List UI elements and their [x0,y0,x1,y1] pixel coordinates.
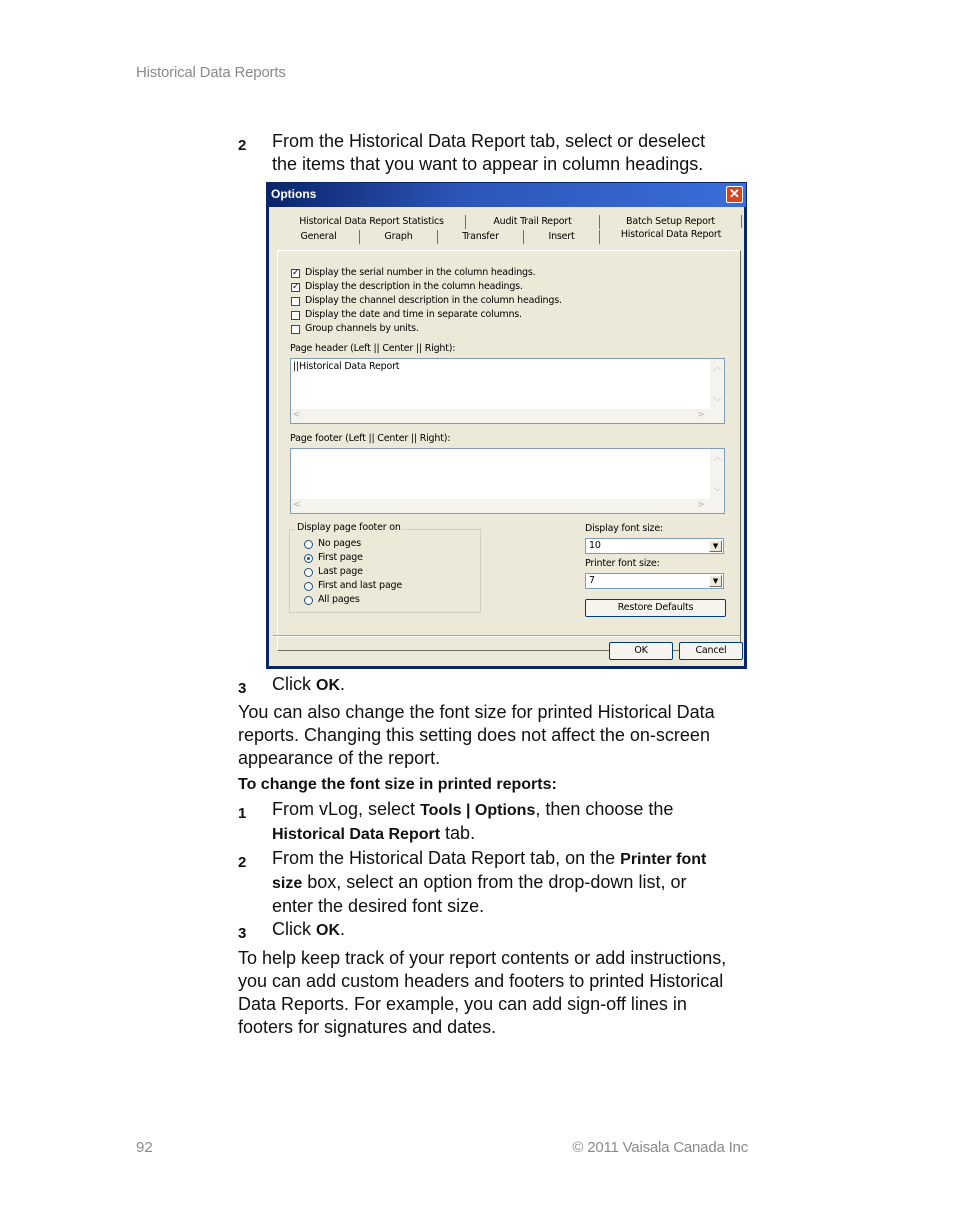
step-text-span: tab. [440,823,476,843]
tab-general[interactable]: General [278,230,360,244]
tab-transfer[interactable]: Transfer [438,230,524,244]
paragraph-line: reports. Changing this setting does not affect the on-screen [238,725,710,745]
tab-historical-data-report-statistics[interactable]: Historical Data Report Statistics [278,215,466,229]
radio-first-page[interactable] [304,554,313,563]
tab-batch-setup-report[interactable]: Batch Setup Report [600,215,742,229]
radio-no-pages[interactable] [304,540,313,549]
step-number: 2 [238,137,247,154]
checkbox-label: Display the serial number in the column headings. [305,267,536,278]
radio-all-pages[interactable] [304,596,313,605]
radio-label: Last page [318,566,363,577]
chevron-down-icon[interactable]: ▼ [709,575,722,587]
field-reference: size [272,875,303,892]
chevron-down-icon[interactable]: ▼ [709,540,722,552]
radio-first-and-last-page[interactable] [304,582,313,591]
checkbox-label: Display the date and time in separate columns. [305,309,522,320]
step-text-span: box, select an option from the drop-down list, or [302,872,687,892]
running-header: Historical Data Reports [136,64,286,81]
cancel-button[interactable]: Cancel [679,642,743,660]
scroll-left-icon[interactable]: < [293,500,301,510]
scroll-down-icon[interactable]: ﹀ [713,398,722,408]
ok-reference: OK [316,677,340,694]
scroll-left-icon[interactable]: < [293,410,301,420]
tab-insert[interactable]: Insert [524,230,600,244]
page-footer-textarea[interactable] [290,448,725,514]
vertical-scrollbar[interactable] [710,449,724,499]
step-text-span: . [340,674,346,694]
step-text-span: , then choose the [535,799,674,819]
restore-defaults-button[interactable]: Restore Defaults [585,599,726,617]
step-text [272,130,705,176]
dialog-titlebar [267,183,746,207]
paragraph-line: To help keep track of your report contents or add instructions, [238,948,727,968]
date-time-separate-checkbox[interactable] [291,311,300,320]
serial-number-checkbox[interactable]: ✓ [292,268,300,278]
step-number: 1 [238,805,247,822]
paragraph [238,947,726,1039]
step-text [272,798,673,846]
tab-graph[interactable]: Graph [360,230,438,244]
radio-label: First and last page [318,580,402,591]
paragraph-line: You can also change the font size for printed Historical Data [238,702,715,722]
copyright-notice: © 2011 Vaisala Canada Inc [572,1139,748,1156]
checkbox-label: Group channels by units. [305,323,419,334]
step-text-span: Click [272,674,316,694]
page-footer-label: Page footer (Left || Center || Right): [290,433,451,444]
ok-reference: OK [316,922,340,939]
divider [273,635,740,637]
scroll-down-icon[interactable]: ﹀ [713,488,722,498]
step-text-line: enter the desired font size. [272,896,485,916]
printer-font-size-value: 7 [589,575,595,586]
page-header-value: ||Historical Data Report [293,361,400,372]
printer-font-size-label: Printer font size: [585,558,660,569]
step-text-span: Click [272,919,316,939]
description-checkbox[interactable]: ✓ [292,282,300,292]
checkbox-label: Display the channel description in the column headings. [305,295,562,306]
paragraph-line: appearance of the report. [238,748,441,768]
display-font-size-select[interactable] [585,538,724,554]
paragraph-line: Data Reports. For example, you can add sign-off lines in [238,994,687,1014]
footer-group-label: Display page footer on [297,522,401,533]
step-number: 3 [238,925,247,942]
paragraph-line: you can add custom headers and footers to printed Historical [238,971,724,991]
step-text-span: From vLog, select [272,799,421,819]
tab-audit-trail-report[interactable]: Audit Trail Report [466,215,600,229]
group-by-units-checkbox[interactable] [291,325,300,334]
radio-last-page[interactable] [304,568,313,577]
radio-label: All pages [318,594,360,605]
tab-historical-data-report[interactable]: Historical Data Report [600,228,742,244]
horizontal-scrollbar[interactable] [291,409,724,423]
step-text-span: From the Historical Data Report tab, on the [272,848,621,868]
tab-reference: Historical Data Report [272,826,441,843]
close-icon[interactable]: ✕ [726,186,743,203]
menu-path-reference: Tools | Options [420,802,536,819]
page-number: 92 [136,1139,153,1156]
horizontal-scrollbar[interactable] [291,499,724,513]
step-text [272,918,345,942]
step-text-span: . [340,919,346,939]
step-text [272,847,706,918]
page-header-label: Page header (Left || Center || Right): [290,343,456,354]
step-text-line: the items that you want to appear in column headings. [272,154,704,174]
radio-label: First page [318,552,363,563]
step-text [272,673,345,697]
field-reference: Printer font [620,851,707,868]
dialog-title: Options [271,187,317,201]
paragraph-line: footers for signatures and dates. [238,1017,497,1037]
scroll-up-icon[interactable]: ︿ [713,453,722,463]
scroll-up-icon[interactable]: ︿ [713,363,722,373]
page-header-textarea[interactable] [290,358,725,424]
scroll-right-icon[interactable]: > [697,500,705,510]
display-font-size-value: 10 [589,540,601,551]
display-font-size-label: Display font size: [585,523,663,534]
printer-font-size-select[interactable] [585,573,724,589]
scroll-right-icon[interactable]: > [697,410,705,420]
paragraph [238,701,715,770]
options-dialog [266,182,747,669]
channel-description-checkbox[interactable] [291,297,300,306]
checkbox-label: Display the description in the column headings. [305,281,523,292]
radio-label: No pages [318,538,362,549]
step-number: 3 [238,680,247,697]
procedure-heading: To change the font size in printed reports: [238,776,557,793]
step-text-line: From the Historical Data Report tab, select or deselect [272,131,706,151]
vertical-scrollbar[interactable] [710,359,724,409]
dialog-client [269,207,744,666]
ok-button[interactable]: OK [609,642,673,660]
step-number: 2 [238,854,247,871]
